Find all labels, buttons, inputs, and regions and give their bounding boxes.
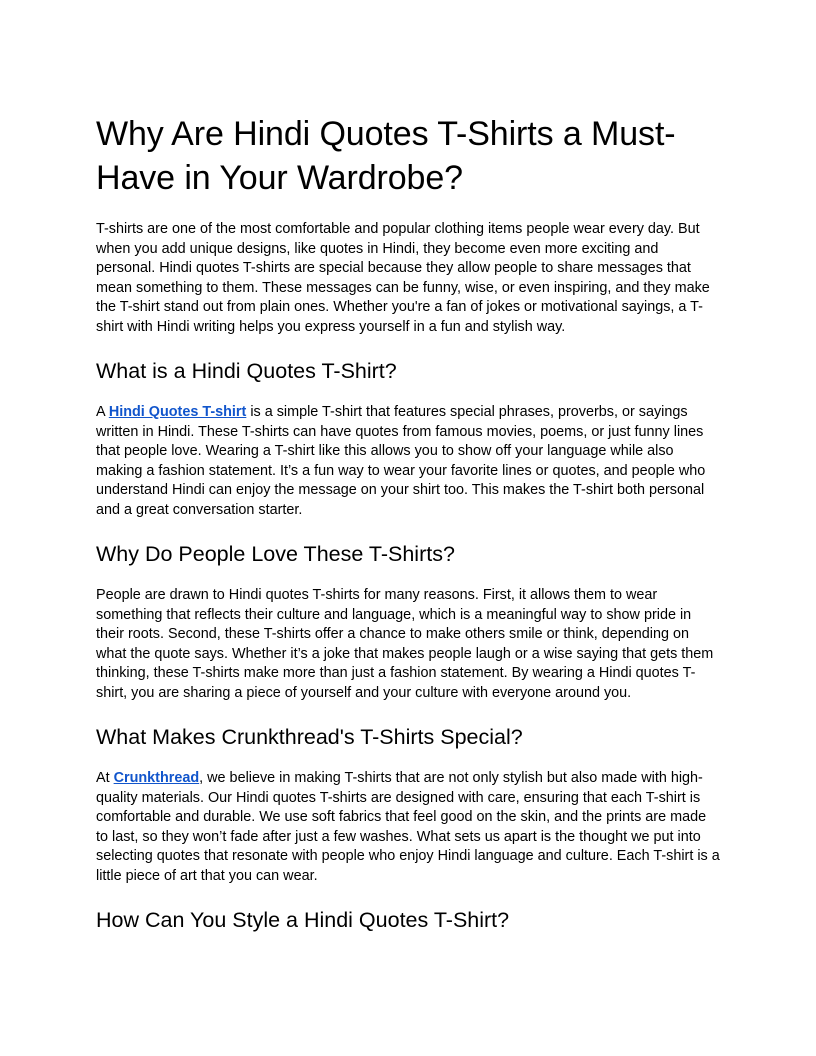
crunkthread-link[interactable]: Crunkthread	[113, 770, 200, 786]
paragraph-crunkthread-special	[96, 769, 720, 886]
paragraph-what-is-lead: A	[96, 404, 109, 420]
hindi-quotes-tshirt-link[interactable]: Hindi Quotes T-shirt	[108, 404, 247, 420]
paragraph-why-love: People are drawn to Hindi quotes T-shirts for many reasons. First, it allows them to wear something that reflects their culture and language, which is a meaningful way to show pride in their roots. Second, these T-shirts offer a chance to make others smile or think, depending on what the quote says. Whether it’s a joke that makes people laugh or a wise saying that gets them thinking, these T-shirts make more than just a fashion statement. By wearing a Hindi quotes T-shirt, you are sharing a piece of yourself and your culture with everyone around you.	[96, 587, 714, 701]
heading-why-love: Why Do People Love These T-Shirts?	[96, 542, 455, 566]
heading-how-style: How Can You Style a Hindi Quotes T-Shirt?	[96, 908, 510, 932]
document-page	[96, 96, 720, 952]
intro-paragraph: T-shirts are one of the most comfortable and popular clothing items people wear every day. But when you add unique designs, like quotes in Hindi, they become even more exciting and personal. Hindi quotes T-shirts are special because they allow people to share messages that mean something to them. These messages can be funny, wise, or even inspiring, and they make the T-shirt stand out from plain ones. Whether you're a fan of jokes or motivational sayings, a T-shirt with Hindi writing helps you express yourself in a fun and stylish way.	[96, 221, 710, 335]
paragraph-crunkthread-lead: At	[96, 770, 114, 786]
page-title: Why Are Hindi Quotes T-Shirts a Must-Have in Your Wardrobe?	[96, 115, 676, 197]
heading-what-is: What is a Hindi Quotes T-Shirt?	[96, 359, 397, 383]
heading-crunkthread-special: What Makes Crunkthread's T-Shirts Special?	[96, 725, 523, 749]
paragraph-what-is	[96, 403, 720, 520]
paragraph-what-is-rest: is a simple T-shirt that features special phrases, proverbs, or sayings written in Hindi. These T-shirts can have quotes from famous movies, poems, or just funny lines that people love. Wearing a T-shirt like this allows you to show off your language while also making a fashion statement. It’s a fun way to wear your favorite lines or quotes, and people who understand Hindi can enjoy the message on your shirt too. This makes the T-shirt both personal and a great conversation starter.	[96, 404, 706, 518]
paragraph-crunkthread-rest: , we believe in making T-shirts that are not only stylish but also made with high-quality materials. Our Hindi quotes T-shirts are designed with care, ensuring that each T-shirt is comfortable and durable. We use soft fabrics that feel good on the skin, and the prints are made to last, so they won’t fade after just a few washes. What sets us apart is the thought we put into selecting quotes that resonate with people who enjoy Hindi language and culture. Each T-shirt is a little piece of art that you can wear.	[96, 770, 720, 884]
